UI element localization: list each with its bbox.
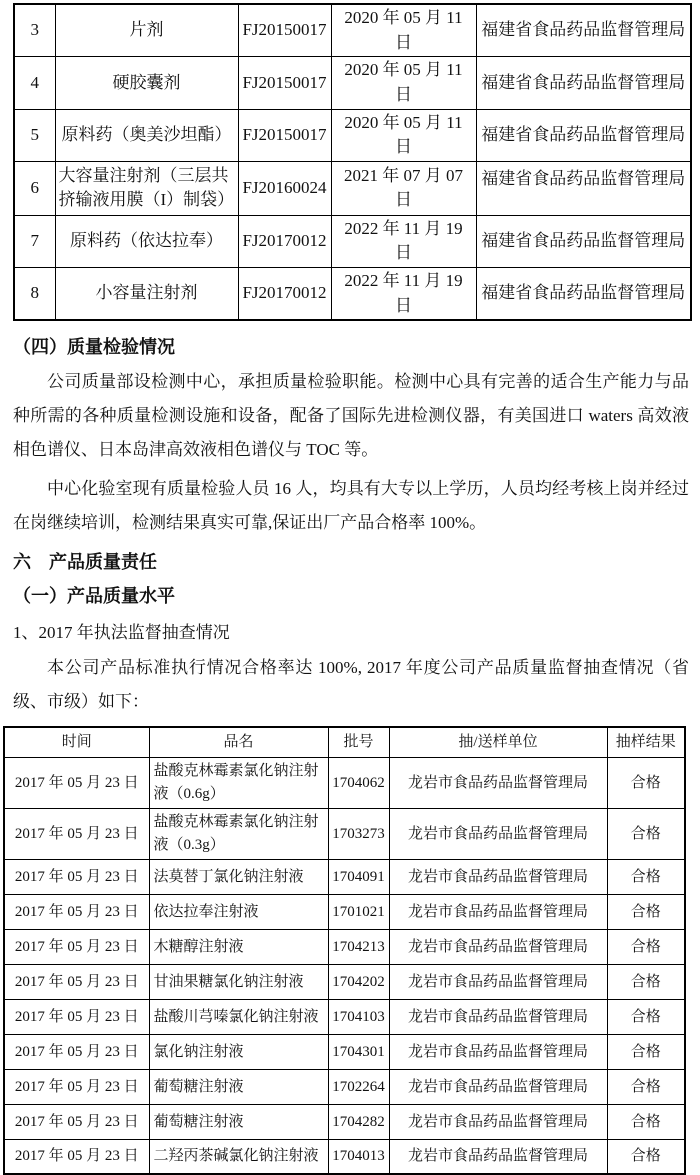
issuing-authority: 福建省食品药品监督管理局: [476, 4, 691, 57]
product-name: 原料药（依达拉奉）: [55, 215, 238, 267]
batch-number: 1704202: [328, 964, 389, 999]
sampling-table-row: [4, 964, 685, 999]
batch-number: 1704091: [328, 859, 389, 894]
license-number: FJ20170012: [238, 268, 331, 321]
sampling-table-row: [4, 1069, 685, 1104]
sampling-table-row: [4, 929, 685, 964]
sampling-result: 合格: [607, 1034, 685, 1069]
sampling-result: 合格: [607, 757, 685, 808]
batch-number: 1704013: [328, 1139, 389, 1174]
license-number: FJ20150017: [238, 4, 331, 57]
license-table-row: [14, 109, 691, 161]
row-number: 6: [14, 161, 55, 215]
sampling-authority: 龙岩市食品药品监督管理局: [389, 894, 607, 929]
sample-product-name: 木糖醇注射液: [149, 929, 328, 964]
issue-date: 2020 年 05 月 11 日: [331, 57, 476, 109]
section6-subheading: （一）产品质量水平: [13, 586, 175, 607]
license-table-row: [14, 161, 691, 215]
sample-product-name: 依达拉奉注射液: [149, 894, 328, 929]
license-table-row: [14, 57, 691, 109]
sampling-authority: 龙岩市食品药品监督管理局: [389, 1069, 607, 1104]
sample-product-name: 二羟丙茶碱氯化钠注射液: [149, 1139, 328, 1174]
issuing-authority: 福建省食品药品监督管理局: [476, 161, 691, 215]
sample-date: 2017 年 05 月 23 日: [4, 1104, 149, 1139]
row-number: 7: [14, 215, 55, 267]
sample-date: 2017 年 05 月 23 日: [4, 1034, 149, 1069]
sampling-result: 合格: [607, 929, 685, 964]
license-number: FJ20160024: [238, 161, 331, 215]
section4-paragraph-1: 公司质量部设检测中心，承担质量检验职能。检测中心具有完善的适合生产能力与品种所需的各种质量检测设施和设备，配备了国际先进检测仪器，有美国进口 waters 高效液相色谱仪、日本岛津高效液相色谱仪与 TOC 等。: [13, 372, 689, 460]
issuing-authority: 福建省食品药品监督管理局: [476, 215, 691, 267]
batch-number: 1703273: [328, 808, 389, 859]
section6-item-1-heading: 1、2017 年执法监督抽查情况: [13, 623, 230, 643]
column-header-batch-number: 批号: [328, 727, 389, 757]
license-table-row: [14, 215, 691, 267]
sample-date: 2017 年 05 月 23 日: [4, 1139, 149, 1174]
license-number: FJ20150017: [238, 109, 331, 161]
issue-date: 2020 年 05 月 11 日: [331, 109, 476, 161]
product-name: 原料药（奥美沙坦酯）: [55, 109, 238, 161]
sampling-result: 合格: [607, 964, 685, 999]
sample-product-name: 盐酸克林霉素氯化钠注射液（0.3g）: [149, 808, 328, 859]
sampling-table-row: [4, 999, 685, 1034]
batch-number: 1704282: [328, 1104, 389, 1139]
sampling-authority: 龙岩市食品药品监督管理局: [389, 964, 607, 999]
sampling-table-row: [4, 1139, 685, 1174]
sampling-result: 合格: [607, 1069, 685, 1104]
sample-date: 2017 年 05 月 23 日: [4, 859, 149, 894]
sampling-result: 合格: [607, 808, 685, 859]
sampling-table-row: [4, 1034, 685, 1069]
sampling-table-row: [4, 757, 685, 808]
issue-date: 2020 年 05 月 11 日: [331, 4, 476, 57]
issue-date: 2021 年 07 月 07 日: [331, 161, 476, 215]
sampling-table-header-row: [4, 727, 685, 757]
sampling-authority: 龙岩市食品药品监督管理局: [389, 808, 607, 859]
sampling-table-row: [4, 859, 685, 894]
sample-date: 2017 年 05 月 23 日: [4, 964, 149, 999]
sampling-authority: 龙岩市食品药品监督管理局: [389, 1139, 607, 1174]
batch-number: 1704213: [328, 929, 389, 964]
sampling-authority: 龙岩市食品药品监督管理局: [389, 1034, 607, 1069]
sampling-authority: 龙岩市食品药品监督管理局: [389, 999, 607, 1034]
batch-number: 1704062: [328, 757, 389, 808]
section4-paragraph-2: 中心化验室现有质量检验人员 16 人，均具有大专以上学历，人员均经考核上岗并经过在岗继续培训，检测结果真实可靠,保证出厂产品合格率 100%。: [13, 479, 689, 533]
product-name: 硬胶囊剂: [55, 57, 238, 109]
sampling-authority: 龙岩市食品药品监督管理局: [389, 757, 607, 808]
sample-date: 2017 年 05 月 23 日: [4, 999, 149, 1034]
product-name: 小容量注射剂: [55, 268, 238, 321]
issuing-authority: 福建省食品药品监督管理局: [476, 57, 691, 109]
sampling-table-row: [4, 1104, 685, 1139]
sampling-authority: 龙岩市食品药品监督管理局: [389, 929, 607, 964]
issue-date: 2022 年 11 月 19 日: [331, 215, 476, 267]
column-header-sampling-result: 抽样结果: [607, 727, 685, 757]
sample-product-name: 葡萄糖注射液: [149, 1069, 328, 1104]
sampling-authority: 龙岩市食品药品监督管理局: [389, 1104, 607, 1139]
row-number: 8: [14, 268, 55, 321]
sample-date: 2017 年 05 月 23 日: [4, 929, 149, 964]
license-number: FJ20170012: [238, 215, 331, 267]
issuing-authority: 福建省食品药品监督管理局: [476, 268, 691, 321]
batch-number: 1704301: [328, 1034, 389, 1069]
sampling-intro-paragraph: 本公司产品标准执行情况合格率达 100%, 2017 年度公司产品质量监督抽查情况（省级、市级）如下：: [13, 658, 689, 712]
sample-product-name: 氯化钠注射液: [149, 1034, 328, 1069]
section4-heading: （四）质量检验情况: [13, 337, 175, 358]
row-number: 4: [14, 57, 55, 109]
license-table-row: [14, 4, 691, 57]
sampling-result: 合格: [607, 1139, 685, 1174]
column-header-sample-date: 时间: [4, 727, 149, 757]
sampling-authority: 龙岩市食品药品监督管理局: [389, 859, 607, 894]
sample-date: 2017 年 05 月 23 日: [4, 1069, 149, 1104]
sampling-result: 合格: [607, 859, 685, 894]
issuing-authority: 福建省食品药品监督管理局: [476, 109, 691, 161]
sampling-table: [3, 726, 686, 1175]
license-table: [13, 3, 692, 321]
sampling-result: 合格: [607, 1104, 685, 1139]
batch-number: 1701021: [328, 894, 389, 929]
product-name: 片剂: [55, 4, 238, 57]
sample-date: 2017 年 05 月 23 日: [4, 894, 149, 929]
license-number: FJ20150017: [238, 57, 331, 109]
section6-heading: 六 产品质量责任: [13, 552, 157, 573]
sample-date: 2017 年 05 月 23 日: [4, 808, 149, 859]
license-table-row: [14, 268, 691, 321]
issue-date: 2022 年 11 月 19 日: [331, 268, 476, 321]
sample-date: 2017 年 05 月 23 日: [4, 757, 149, 808]
product-name: 大容量注射剂（三层共挤输液用膜（I）制袋）: [55, 161, 238, 215]
row-number: 3: [14, 4, 55, 57]
sampling-result: 合格: [607, 999, 685, 1034]
sampling-table-row: [4, 808, 685, 859]
batch-number: 1702264: [328, 1069, 389, 1104]
sample-product-name: 葡萄糖注射液: [149, 1104, 328, 1139]
sampling-table-row: [4, 894, 685, 929]
sample-product-name: 盐酸克林霉素氯化钠注射液（0.6g）: [149, 757, 328, 808]
batch-number: 1704103: [328, 999, 389, 1034]
column-header-sampling-authority: 抽/送样单位: [389, 727, 607, 757]
sample-product-name: 甘油果糖氯化钠注射液: [149, 964, 328, 999]
sample-product-name: 盐酸川芎嗪氯化钠注射液: [149, 999, 328, 1034]
column-header-sample-product-name: 品名: [149, 727, 328, 757]
row-number: 5: [14, 109, 55, 161]
sampling-result: 合格: [607, 894, 685, 929]
sample-product-name: 法莫替丁氯化钠注射液: [149, 859, 328, 894]
